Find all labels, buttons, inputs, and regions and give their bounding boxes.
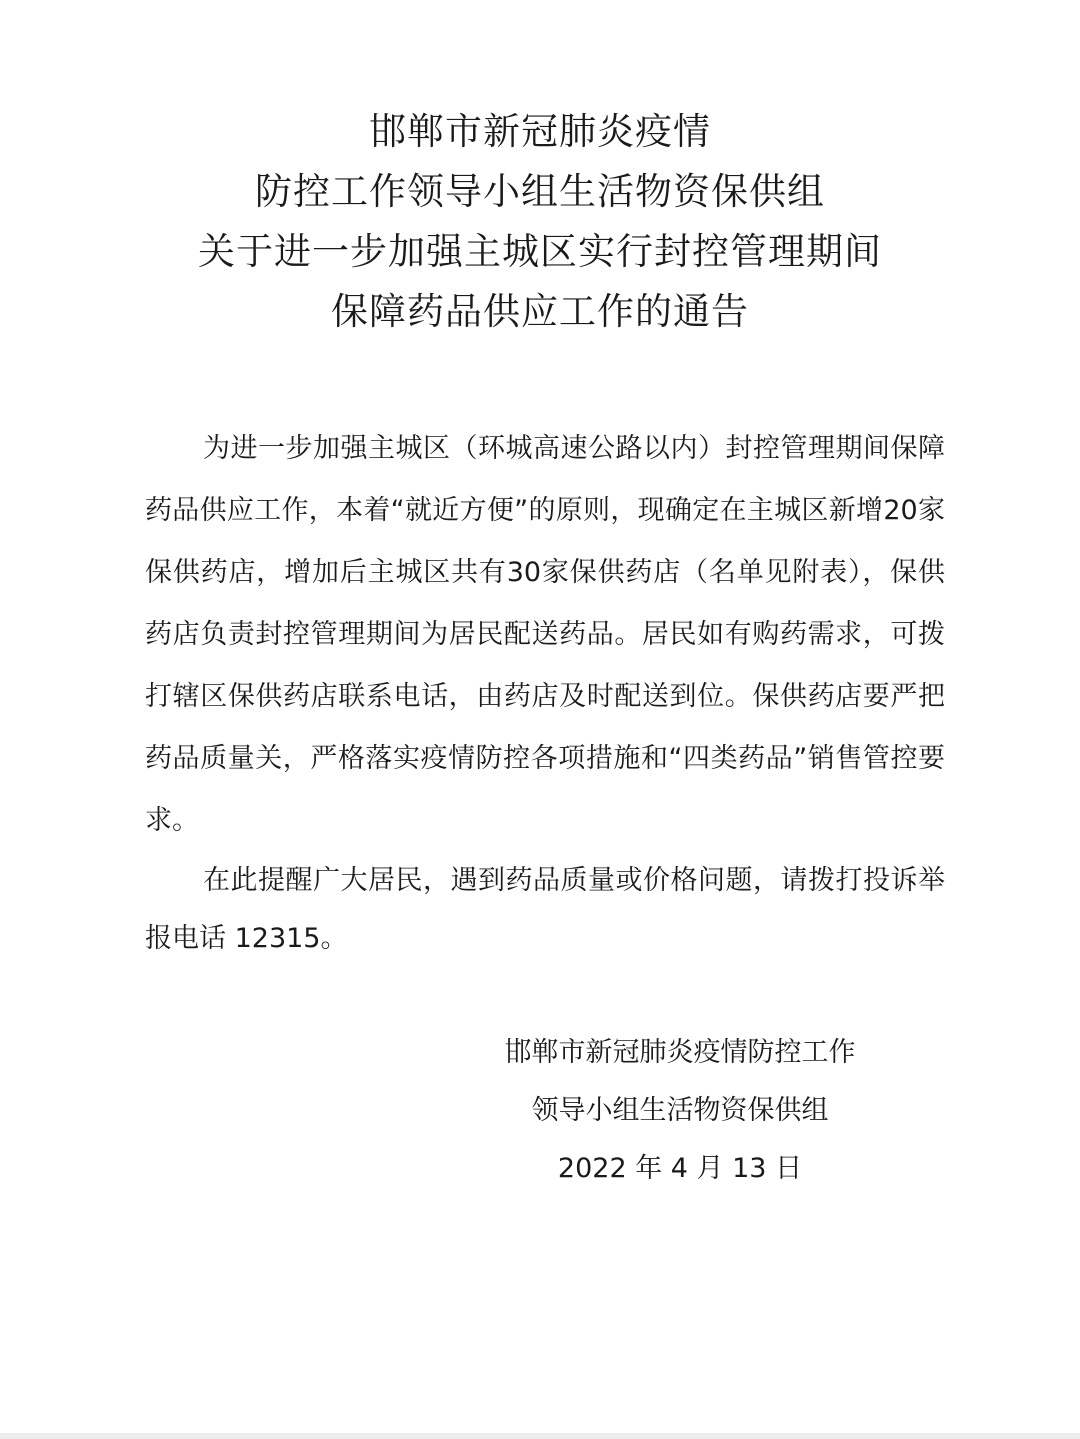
body-paragraph-2: 在此提醒广大居民，遇到药品质量或价格问题，请拨打投诉举报电话 12315。: [145, 865, 945, 954]
notice-title: [0, 102, 1080, 342]
signature-date: 2022 年 4 月 13 日: [557, 1153, 803, 1184]
signature-block: [480, 1024, 880, 1198]
body-paragraph-1: 为进一步加强主城区（环城高速公路以内）封控管理期间保障药品供应工作，本着“就近方便”的原则，现确定在主城区新增20家保供药店，增加后主城区共有30家保供药店（名单见附表），保供药店负责封控管理期间为居民配送药品。居民如有购药需求，可拨打辖区保供药店联系电话，由药店及时配送到位。保供药店要严把药品质量关，严格落实疫情防控各项措施和“四类药品”销售管控要求。: [145, 433, 945, 836]
title-line-4: 保障药品供应工作的通告: [331, 290, 749, 333]
signature-org-line-2: 领导小组生活物资保供组: [531, 1095, 829, 1126]
notice-body: [145, 418, 945, 968]
title-line-1: 邯郸市新冠肺炎疫情: [369, 110, 711, 153]
title-line-2: 防控工作领导小组生活物资保供组: [255, 170, 825, 213]
signature-org-line-1: 邯郸市新冠肺炎疫情防控工作: [504, 1037, 856, 1068]
title-line-3: 关于进一步加强主城区实行封控管理期间: [198, 230, 882, 273]
page-bottom-edge: [0, 1433, 1080, 1439]
